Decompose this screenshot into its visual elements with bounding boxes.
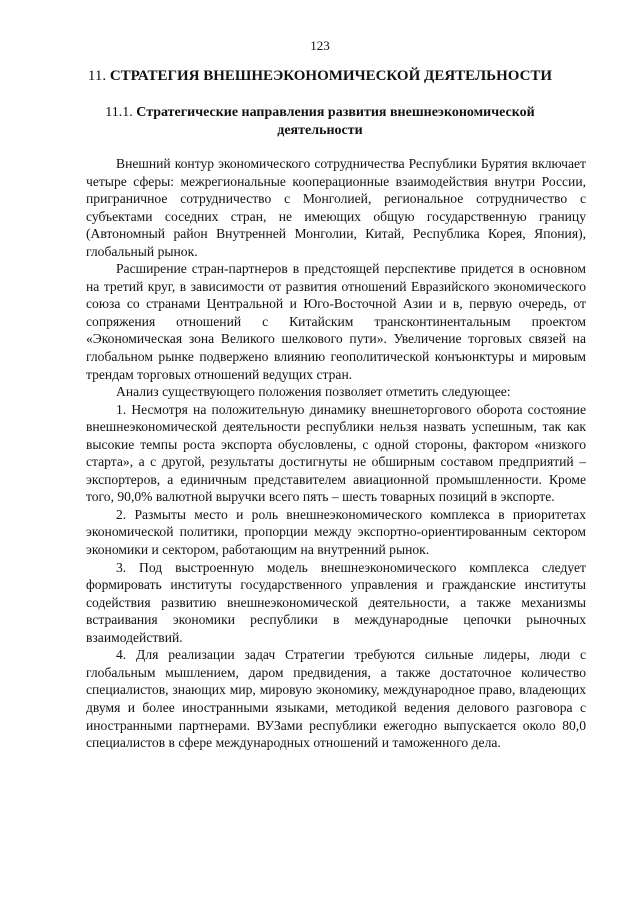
paragraph-intro: Внешний контур экономического сотрудничества Республики Бурятия включает четыре сферы: межрегиональные кооперационные взаимодействия внутри России, приграничное сотрудничество с Монголией, региональное сотрудничество с субъектами соседних стран, не имеющих общую государственную границу (Автономный район Внутренней Монголии, Китай, Республика Корея, Япония), глобальный рынок. <box>86 156 586 259</box>
paragraph-partners: Расширение стран-партнеров в предстоящей перспективе придется в основном на третий круг, в зависимости от развития отношений Евразийского экономического союза со странами Центральной и Юго-Восточной Азии и в, первую очередь, от сопряжения отношений с Китайским трансконтинентальным проектом «Экономическая зона Великого шелкового пути». Увеличение торговых связей на глобальном рынке подвержено влиянию геополитической конъюнктуры и мировым трендам торговых отношений ведущих стран. <box>86 261 586 382</box>
section-title-text: Стратегические направления развития внешнеэкономической деятельности <box>136 105 535 138</box>
paragraph-analysis-lead: Анализ существующего положения позволяет отметить следующее: <box>116 384 511 400</box>
paragraph-point-2: 2. Размыты место и роль внешнеэкономического комплекса в приоритетах экономической политики, пропорции между экспортно-ориентированным сектором экономики и сектором, работающим на внутренний рынок. <box>86 506 586 558</box>
body-text <box>86 155 586 752</box>
chapter-title-text: СТРАТЕГИЯ ВНЕШНЕЭКОНОМИЧЕСКОЙ ДЕЯТЕЛЬНОСТИ <box>109 68 553 84</box>
paragraph-point-1: 1. Несмотря на положительную динамику внешнеторгового оборота состояние внешнеэкономической деятельности республики нельзя назвать успешным, так как высокие темпы роста экспорта обусловлены, с одной стороны, фактором «низкого старта», а с другой, результаты достигнуты не обширным составом предприятий – экспортеров, а единичным представителем авиационной промышленности. Кроме того, 90,0% валютной выручки всего пять – шесть товарных позиций в экспорте. <box>86 401 586 505</box>
paragraph-point-4: 4. Для реализации задач Стратегии требуются сильные лидеры, люди с глобальным мышлением, даром предвидения, а также достаточное количество специалистов, знающих мир, мировую экономику, международное право, владеющих двумя и более иностранными языками, методикой ведения делового разговора с иностранными партнерами. ВУЗами республики ежегодно выпускается около 80,0 специалистов в сфере международных отношений и таможенного дела. <box>86 647 586 751</box>
section-title <box>84 104 556 140</box>
paragraph-point-3: 3. Под выстроенную модель внешнеэкономического комплекса следует формировать институты государственного управления и гражданские институты содействия развитию внешнеэкономической деятельности, а также механизмы встраивания экономики республики в международные цепочки рыночных взаимодействий. <box>86 559 586 645</box>
page-number: 123 <box>310 38 330 53</box>
section-number: 11.1. <box>105 105 133 120</box>
chapter-title <box>60 66 580 86</box>
chapter-number: 11. <box>87 68 107 84</box>
